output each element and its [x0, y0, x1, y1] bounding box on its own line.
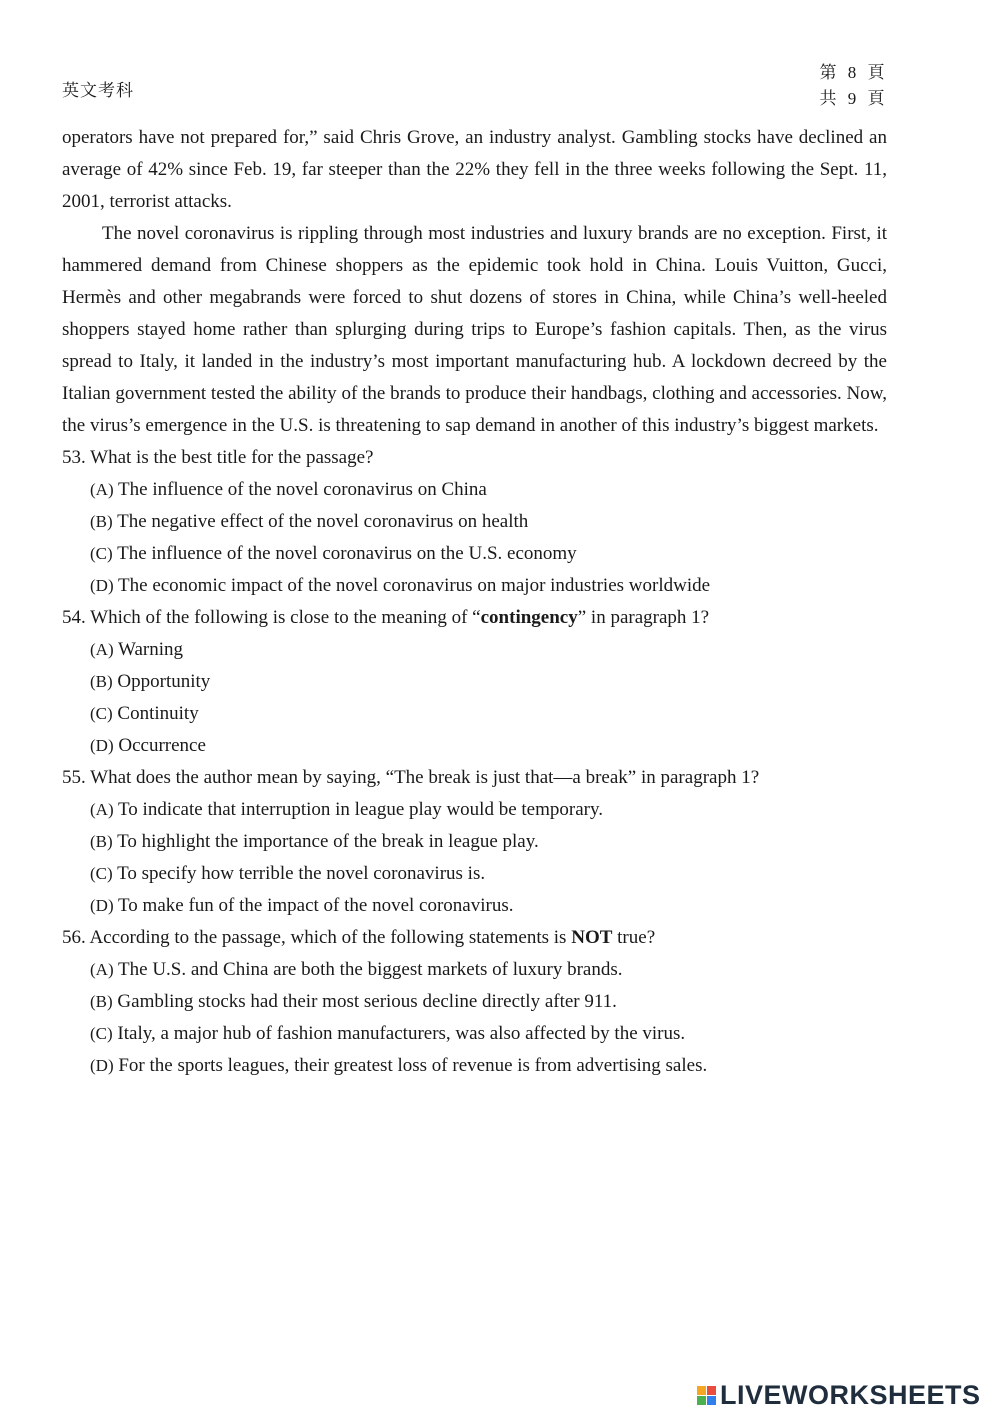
- question-list: [62, 442, 887, 1082]
- option-text: Continuity: [117, 703, 199, 724]
- option-letter: (D): [90, 576, 114, 595]
- option-text: Gambling stocks had their most serious decline directly after 911.: [117, 991, 617, 1012]
- option-text: The influence of the novel coronavirus on China: [118, 479, 487, 500]
- logo-square-1: [697, 1386, 706, 1395]
- passage-paragraph-1: operators have not prepared for,” said Chris Grove, an industry analyst. Gambling stocks have declined an average of 42% since Feb. 19, far steeper than the 22% they fell in the three weeks following the Sept. 11, 2001, terrorist attacks.: [62, 127, 887, 212]
- question-text: 54. Which of the following is close to the meaning of “: [62, 607, 481, 628]
- option-text: The economic impact of the novel coronavirus on major industries worldwide: [118, 575, 711, 596]
- liveworksheets-logo: [697, 1380, 981, 1410]
- option-letter: (A): [90, 480, 114, 499]
- option-text: The influence of the novel coronavirus on the U.S. economy: [117, 543, 577, 564]
- total-prefix: 共: [819, 89, 837, 108]
- exam-body: [62, 122, 887, 1082]
- option-letter: (C): [90, 544, 113, 563]
- option-text: For the sports leagues, their greatest loss of revenue is from advertising sales.: [118, 1055, 708, 1076]
- question-stem: [62, 762, 887, 794]
- option-letter: (D): [90, 1056, 114, 1075]
- question-text: 55. What does the author mean by saying, “The break is just that—a break” in paragraph 1?: [62, 767, 760, 788]
- option-text: The negative effect of the novel coronavirus on health: [117, 511, 529, 532]
- option-letter: (D): [90, 736, 114, 755]
- question-text-end: true?: [612, 927, 656, 948]
- answer-option: [90, 858, 887, 890]
- logo-icon: [697, 1386, 716, 1405]
- logo-square-4: [707, 1396, 716, 1405]
- total-page-number: 9: [847, 89, 857, 108]
- logo-text: LIVEWORKSHEETS: [720, 1379, 981, 1410]
- option-text: The U.S. and China are both the biggest markets of luxury brands.: [118, 959, 623, 980]
- option-text: To indicate that interruption in league play would be temporary.: [118, 799, 603, 820]
- question-text: 56. According to the passage, which of the following statements is: [62, 927, 572, 948]
- answer-option: [90, 986, 887, 1018]
- option-text: To specify how terrible the novel coronavirus is.: [117, 863, 486, 884]
- option-text: Italy, a major hub of fashion manufacturers, was also affected by the virus.: [117, 1023, 686, 1044]
- answer-option: [90, 826, 887, 858]
- answer-option: [90, 954, 887, 986]
- page-prefix: 第: [819, 63, 837, 82]
- option-letter: (A): [90, 800, 114, 819]
- option-text: To make fun of the impact of the novel coronavirus.: [118, 895, 514, 916]
- answer-option: [90, 890, 887, 922]
- question-text-end: ” in paragraph 1?: [577, 607, 710, 628]
- option-text: To highlight the importance of the break in league play.: [117, 831, 539, 852]
- option-letter: (B): [90, 512, 113, 531]
- question-emphasis: NOT: [571, 927, 613, 948]
- total-pages-line: [814, 86, 886, 112]
- page-suffix: 頁: [867, 63, 885, 82]
- answer-option: [90, 506, 887, 538]
- option-letter: (C): [90, 864, 113, 883]
- answer-option: [90, 1050, 887, 1082]
- question-emphasis: contingency: [480, 607, 578, 628]
- passage-paragraph-2: The novel coronavirus is rippling through most industries and luxury brands are no exception. First, it hammered demand from Chinese shoppers as the epidemic took hold in China. Louis Vuitton, Gucci, Hermès and other megabrands were forced to shut dozens of stores in China, while China’s well-heeled shoppers stayed home rather than splurging during trips to Europe’s fashion capitals. Then, as the virus spread to Italy, it landed in the industry’s most important manufacturing hub. A lockdown decreed by the Italian government tested the ability of the brands to produce their handbags, clothing and accessories. Now, the virus’s emergence in the U.S. is threatening to sap demand in another of this industry’s biggest markets.: [62, 223, 887, 436]
- total-suffix: 頁: [867, 89, 885, 108]
- option-letter: (B): [90, 672, 113, 691]
- option-letter: (C): [90, 704, 113, 723]
- answer-option: [90, 666, 887, 698]
- question-stem: [62, 922, 887, 954]
- current-page-number: 8: [847, 63, 857, 82]
- logo-square-3: [697, 1396, 706, 1405]
- question-stem: [62, 442, 887, 474]
- answer-option: [90, 698, 887, 730]
- current-page-line: [814, 60, 886, 86]
- answer-option: [90, 538, 887, 570]
- answer-option: [90, 474, 887, 506]
- answer-option: [90, 730, 887, 762]
- option-letter: (A): [90, 960, 114, 979]
- answer-option: [90, 1018, 887, 1050]
- question-text: 53. What is the best title for the passage?: [62, 447, 374, 468]
- option-letter: (A): [90, 640, 114, 659]
- answer-option: [90, 570, 887, 602]
- option-letter: (B): [90, 992, 113, 1011]
- option-letter: (B): [90, 832, 113, 851]
- answer-option: [90, 794, 887, 826]
- option-text: Warning: [118, 639, 183, 660]
- question-stem: [62, 602, 887, 634]
- logo-square-2: [707, 1386, 716, 1395]
- subject-label: 英文考科: [62, 81, 134, 100]
- page-indicator: [814, 60, 886, 112]
- option-text: Opportunity: [117, 671, 211, 692]
- option-letter: (C): [90, 1024, 113, 1043]
- option-letter: (D): [90, 896, 114, 915]
- option-text: Occurrence: [118, 735, 206, 756]
- answer-option: [90, 634, 887, 666]
